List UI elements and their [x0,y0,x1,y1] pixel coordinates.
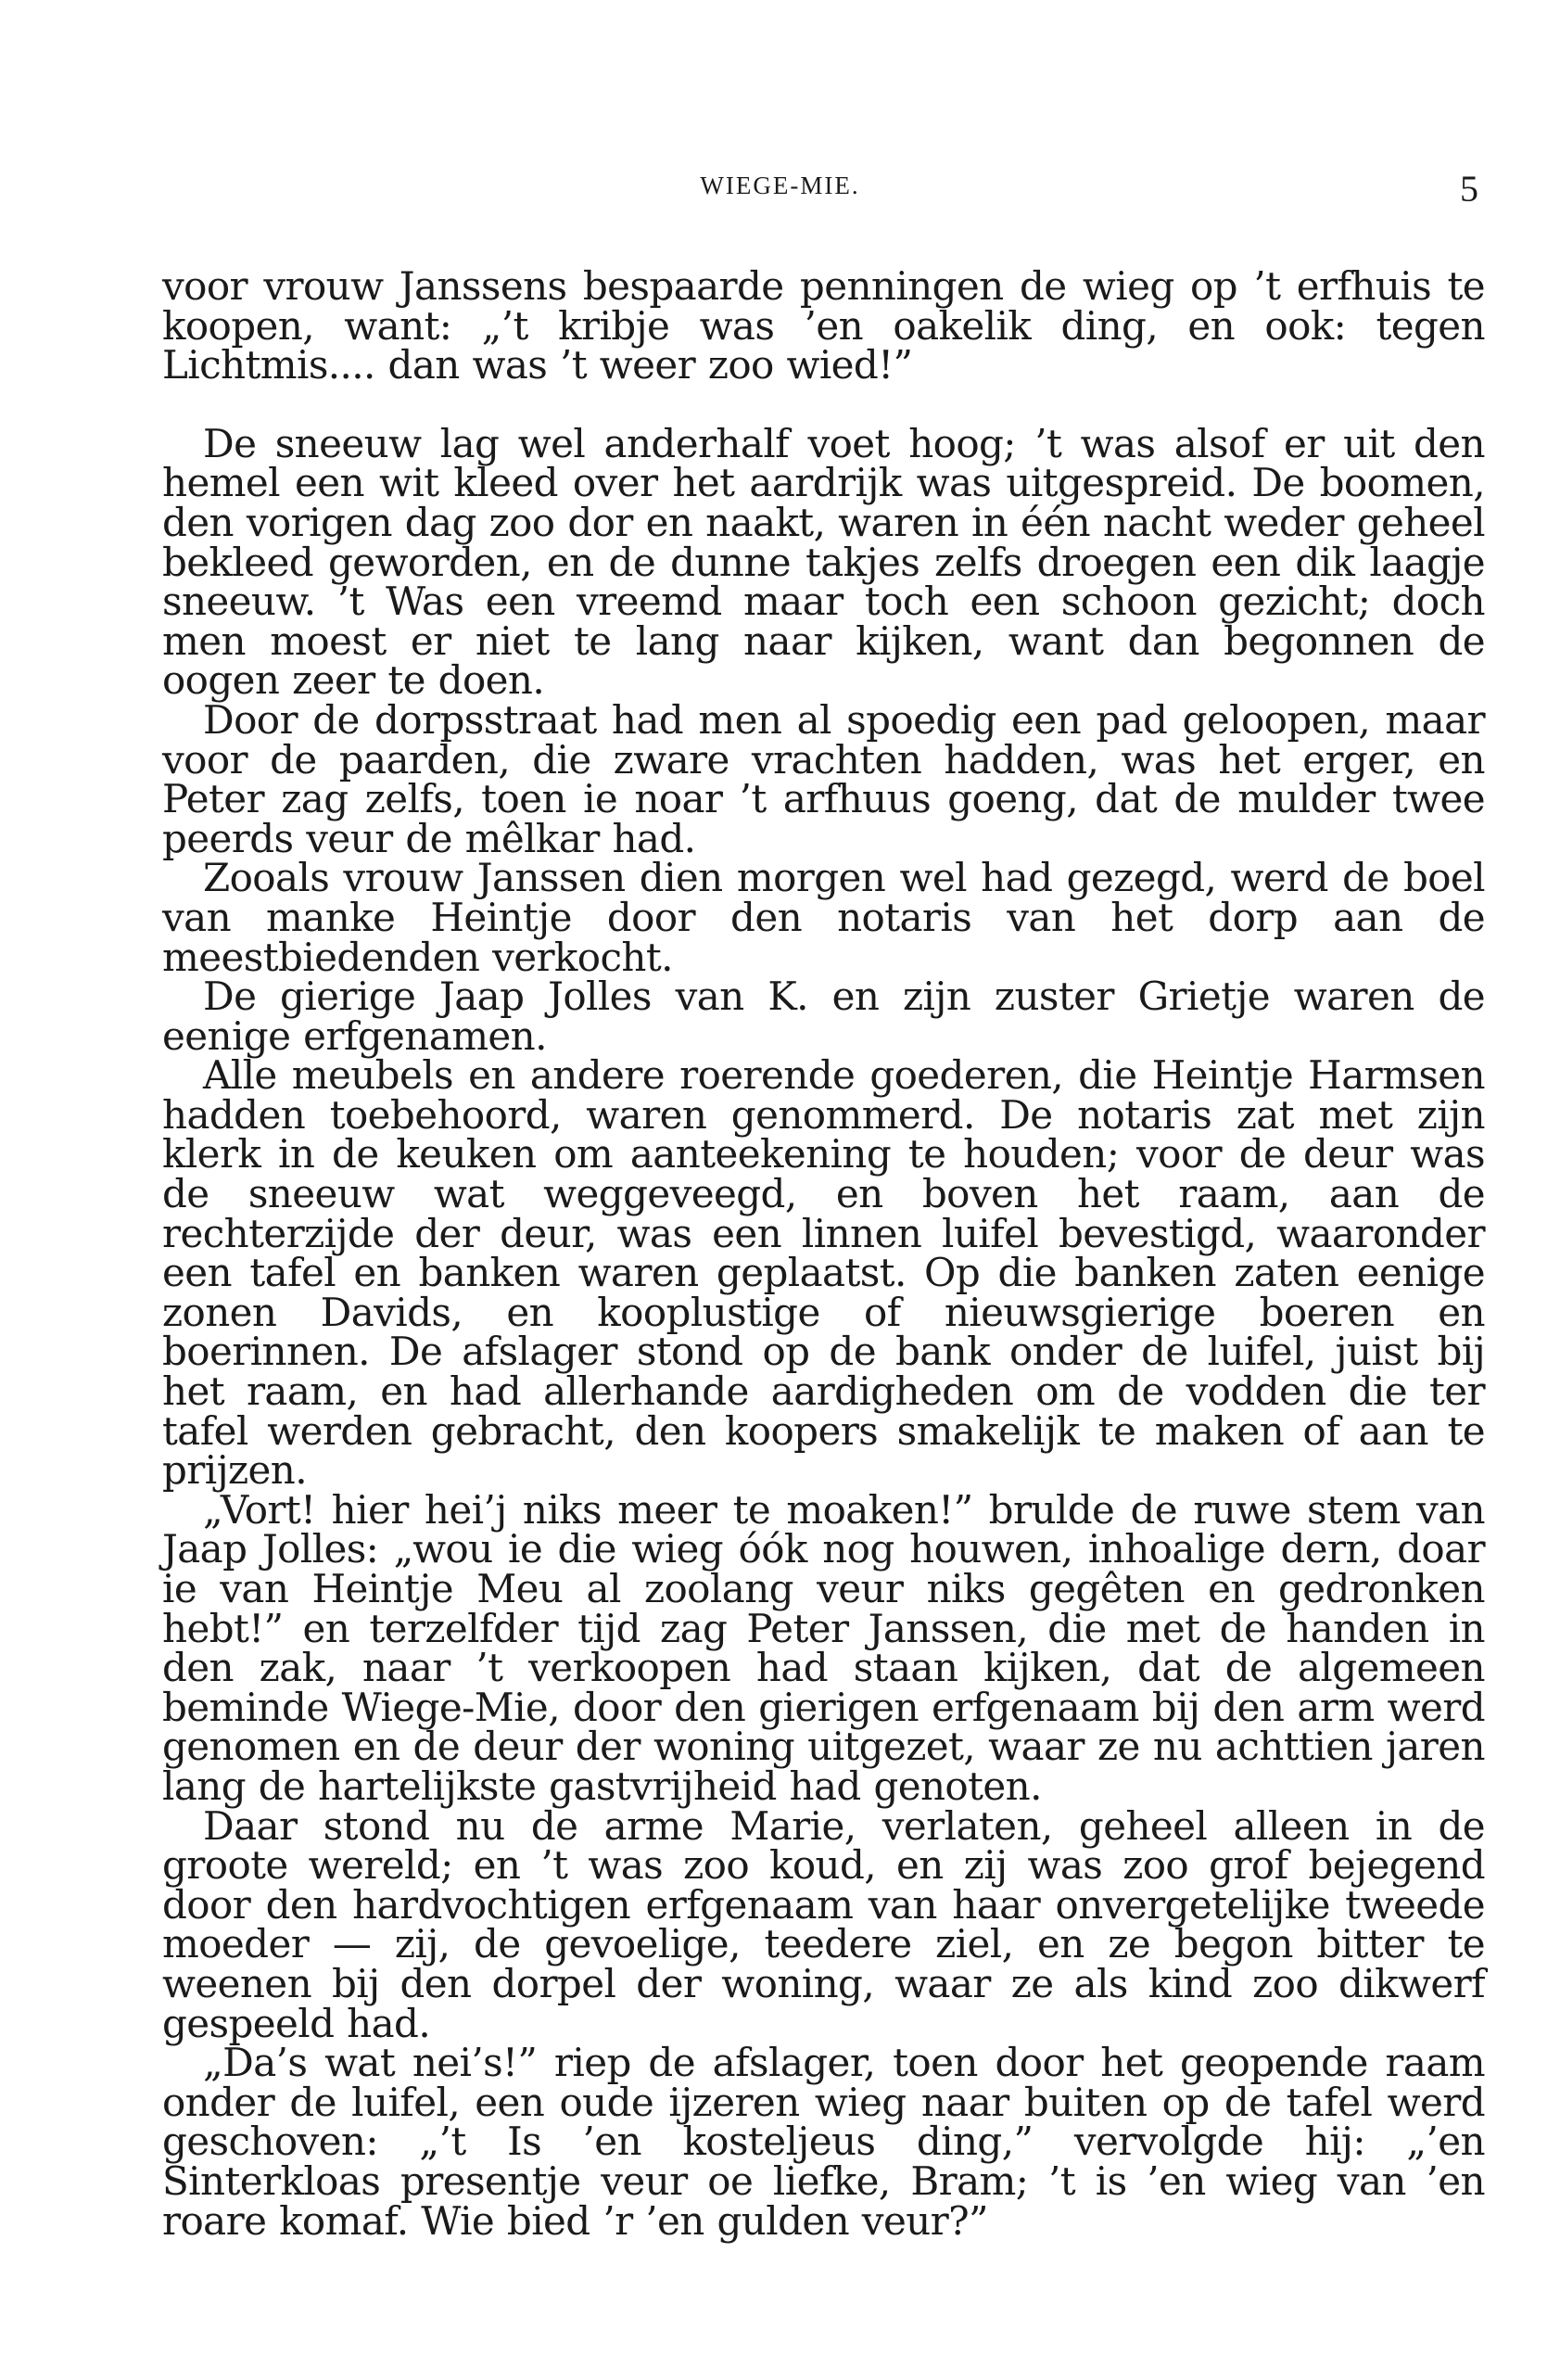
body-text [162,263,1485,2244]
paragraph: Alle meubels en andere roerende goederen, die Heintje Harmsen hadden toebehoord, waren genommerd. De notaris zat met zijn klerk in de keuken om aanteekening te houden; voor de deur was de sneeuw wat weggeveegd, en boven het raam, aan de rechterzijde der deur, was een linnen luifel bevestigd, waaronder een tafel en banken waren geplaatst. Op die banken zaten eenige zonen Davids, en kooplustige of nieuwsgierige boeren en boerinnen. De afslager stond op de bank onder de luifel, juist bij het raam, en had allerhande aardigheden om de vodden die ter tafel werden gebracht, den koopers smakelijk te maken of aan te prijzen. [162,1052,1485,1494]
paragraph: De sneeuw lag wel anderhalf voet hoog; ’t was alsof er uit den hemel een wit kleed over het aardrijk was uitgespreid. De boomen, den vorigen dag zoo dor en naakt, waren in één nacht weder geheel bekleed geworden, en de dunne takjes zelfs droegen een dik laagje sneeuw. ’t Was een vreemd maar toch een schoon gezicht; doch men moest er niet te lang naar kijken, want dan begonnen de oogen zeer te doen. [162,420,1485,704]
page-number: 5 [1460,168,1478,210]
paragraph: „Vort! hier hei’j niks meer te moaken!” brulde de ruwe stem van Jaap Jolles: „wou ie die wieg óók nog houwen, inhoalige dern, doar ie van Heintje Meu al zoolang veur niks gegêten en gedronken hebt!” en terzelfder tijd zag Peter Janssen, die met de handen in den zak, naar ’t verkoopen had staan kijken, dat de algemeen beminde Wiege-Mie, door den gierigen erfgenaam bij den arm werd genomen en de deur der woning uitgezet, waar ze nu achttien jaren lang de hartelijkste gastvrijheid had genoten. [162,1486,1485,1809]
paragraph: Door de dorpsstraat had men al spoedig een pad geloopen, maar voor de paarden, die zware vrachten hadden, was het erger, en Peter zag zelfs, toen ie noar ’t arfhuus goeng, dat de mulder twee peerds veur de mêlkar had. [162,696,1485,861]
paragraph: Zooals vrouw Janssen dien morgen wel had gezegd, werd de boel van manke Heintje door den notaris van het dorp aan de meestbiedenden verkocht. [162,855,1485,980]
paragraph: „Da’s wat nei’s!” riep de afslager, toen door het geopende raam onder de luifel, een oude ijzeren wieg naar buiten op de tafel werd geschoven: „’t Is ’en kosteljeus ding,” vervolgde hij: „’en Sinterkloas presentje veur oe liefke, Bram; ’t is ’en wieg van ’en roare komaf. Wie bied ’r ’en gulden veur?” [162,2040,1485,2244]
paragraph: Daar stond nu de arme Marie, verlaten, geheel alleen in de groote wereld; en ’t was zoo koud, en zij was zoo grof bejegend door den hardvochtigen erfgenaam van haar onvergetelijke tweede moeder — zij, de gevoelige, teedere ziel, en ze begon bitter te weenen bij den dorpel der woning, waar ze als kind zoo dikwerf gespeeld had. [162,1802,1485,2046]
paragraph-continued: voor vrouw Janssens bespaarde penningen de wieg op ’t erfhuis te koopen, want: „’t kribje was ’en oakelik ding, en ook: tegen Lichtmis.... dan was ’t weer zoo wied!” [162,263,1485,388]
paragraph: De gierige Jaap Jolles van K. en zijn zuster Grietje waren de eenige erfgenamen. [162,974,1485,1059]
running-title: WIEGE-MIE. [700,172,860,199]
